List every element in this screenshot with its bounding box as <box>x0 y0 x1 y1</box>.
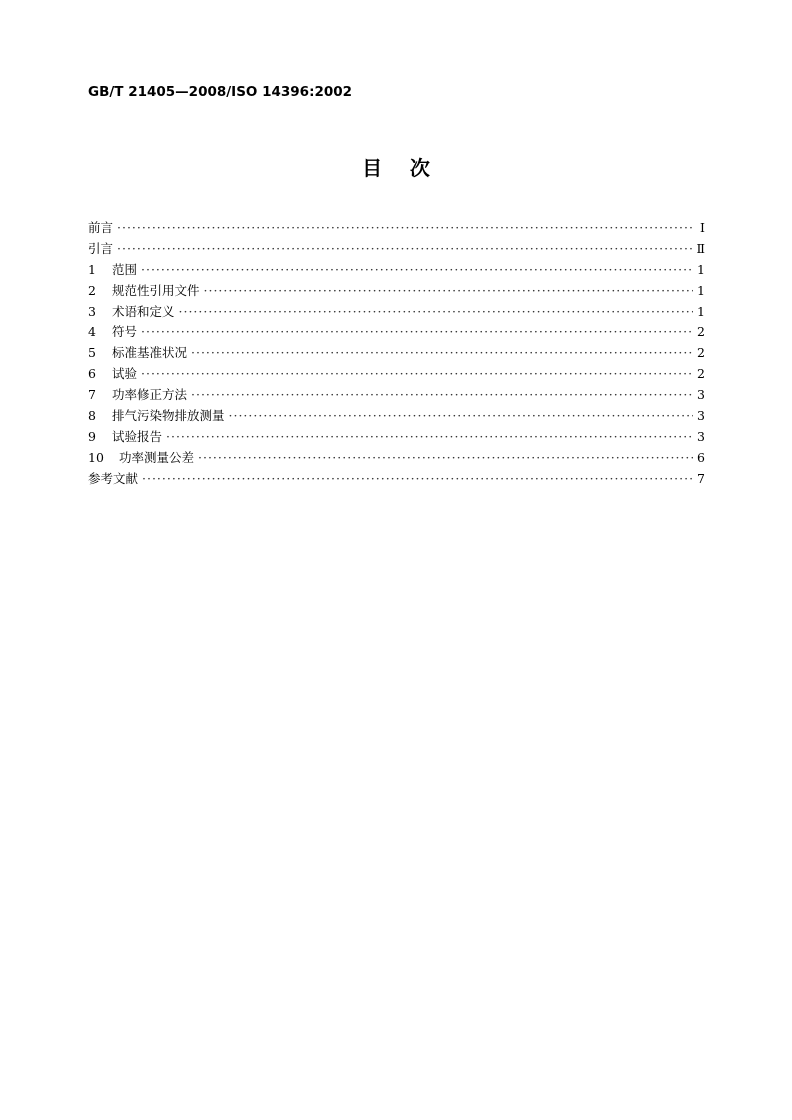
toc-entry-page: 1 <box>697 261 705 277</box>
toc-entry-page: 6 <box>697 449 705 465</box>
toc-entry-exhaust-emissions[interactable] <box>88 406 705 427</box>
toc-entry-bibliography[interactable] <box>88 469 705 490</box>
toc-entry-title: 试验 <box>112 366 138 382</box>
toc-entry-reference-conditions[interactable] <box>88 343 705 364</box>
dot-leader <box>179 302 693 323</box>
dot-leader <box>198 448 693 469</box>
toc-entry-number: 1 <box>88 261 96 277</box>
toc-entry-title: 功率测量公差 <box>119 449 195 465</box>
toc-entry-power-tolerance[interactable] <box>88 448 705 469</box>
dot-leader <box>141 260 693 281</box>
toc-entry-title: 标准基准状况 <box>112 345 188 361</box>
toc-entry-foreword[interactable] <box>88 218 705 239</box>
toc-entry-title: 范围 <box>112 261 138 277</box>
dot-leader <box>191 385 693 406</box>
toc-entry-page: 3 <box>697 428 705 444</box>
toc-entry-page: 2 <box>697 324 705 340</box>
dot-leader <box>229 406 693 427</box>
dot-leader <box>141 322 693 343</box>
toc-entry-title: 功率修正方法 <box>112 387 188 403</box>
toc-entry-page: 3 <box>697 408 705 424</box>
toc-entry-title: 术语和定义 <box>112 303 175 319</box>
toc-entry-page: 1 <box>697 303 705 319</box>
toc-entry-normative-references[interactable] <box>88 281 705 302</box>
toc-entry-page: Ⅰ <box>700 220 705 235</box>
toc-entry-symbols[interactable] <box>88 322 705 343</box>
toc-entry-number: 9 <box>88 428 96 444</box>
dot-leader <box>166 427 693 448</box>
toc-entry-tests[interactable] <box>88 364 705 385</box>
dot-leader <box>204 281 693 302</box>
toc-entry-title: 符号 <box>112 324 138 340</box>
toc-entry-page: 2 <box>697 366 705 382</box>
toc-entry-power-correction[interactable] <box>88 385 705 406</box>
toc-entry-number: 8 <box>88 408 96 424</box>
table-of-contents <box>88 218 705 490</box>
toc-entry-number: 4 <box>88 324 96 340</box>
dot-leader <box>191 343 693 364</box>
toc-entry-title: 试验报告 <box>112 428 163 444</box>
toc-entry-number: 7 <box>88 387 96 403</box>
toc-entry-number: 5 <box>88 345 96 361</box>
toc-entry-title: 排气污染物排放测量 <box>112 408 225 424</box>
toc-entry-page: Ⅱ <box>696 240 705 256</box>
dot-leader <box>141 364 693 385</box>
toc-entry-page: 3 <box>697 387 705 403</box>
toc-entry-number: 10 <box>88 449 104 465</box>
toc-entry-page: 1 <box>697 282 705 298</box>
toc-entry-title: 规范性引用文件 <box>112 282 200 298</box>
toc-entry-scope[interactable] <box>88 260 705 281</box>
dot-leader <box>117 239 693 260</box>
toc-entry-terms-definitions[interactable] <box>88 302 705 323</box>
dot-leader <box>117 218 693 239</box>
toc-entry-page: 2 <box>697 345 705 361</box>
standard-code-header: GB/T 21405—2008/ISO 14396:2002 <box>88 84 353 100</box>
dot-leader <box>142 469 693 490</box>
toc-entry-page: 7 <box>697 470 705 486</box>
toc-entry-introduction[interactable] <box>88 239 705 260</box>
toc-entry-number: 3 <box>88 303 96 319</box>
toc-entry-title: 引言 <box>88 240 114 256</box>
toc-entry-title: 前言 <box>88 220 114 235</box>
toc-entry-number: 6 <box>88 366 96 382</box>
page-title: 目 次 <box>362 156 430 180</box>
toc-entry-title: 参考文献 <box>88 470 139 486</box>
toc-entry-number: 2 <box>88 282 96 298</box>
toc-entry-test-report[interactable] <box>88 427 705 448</box>
